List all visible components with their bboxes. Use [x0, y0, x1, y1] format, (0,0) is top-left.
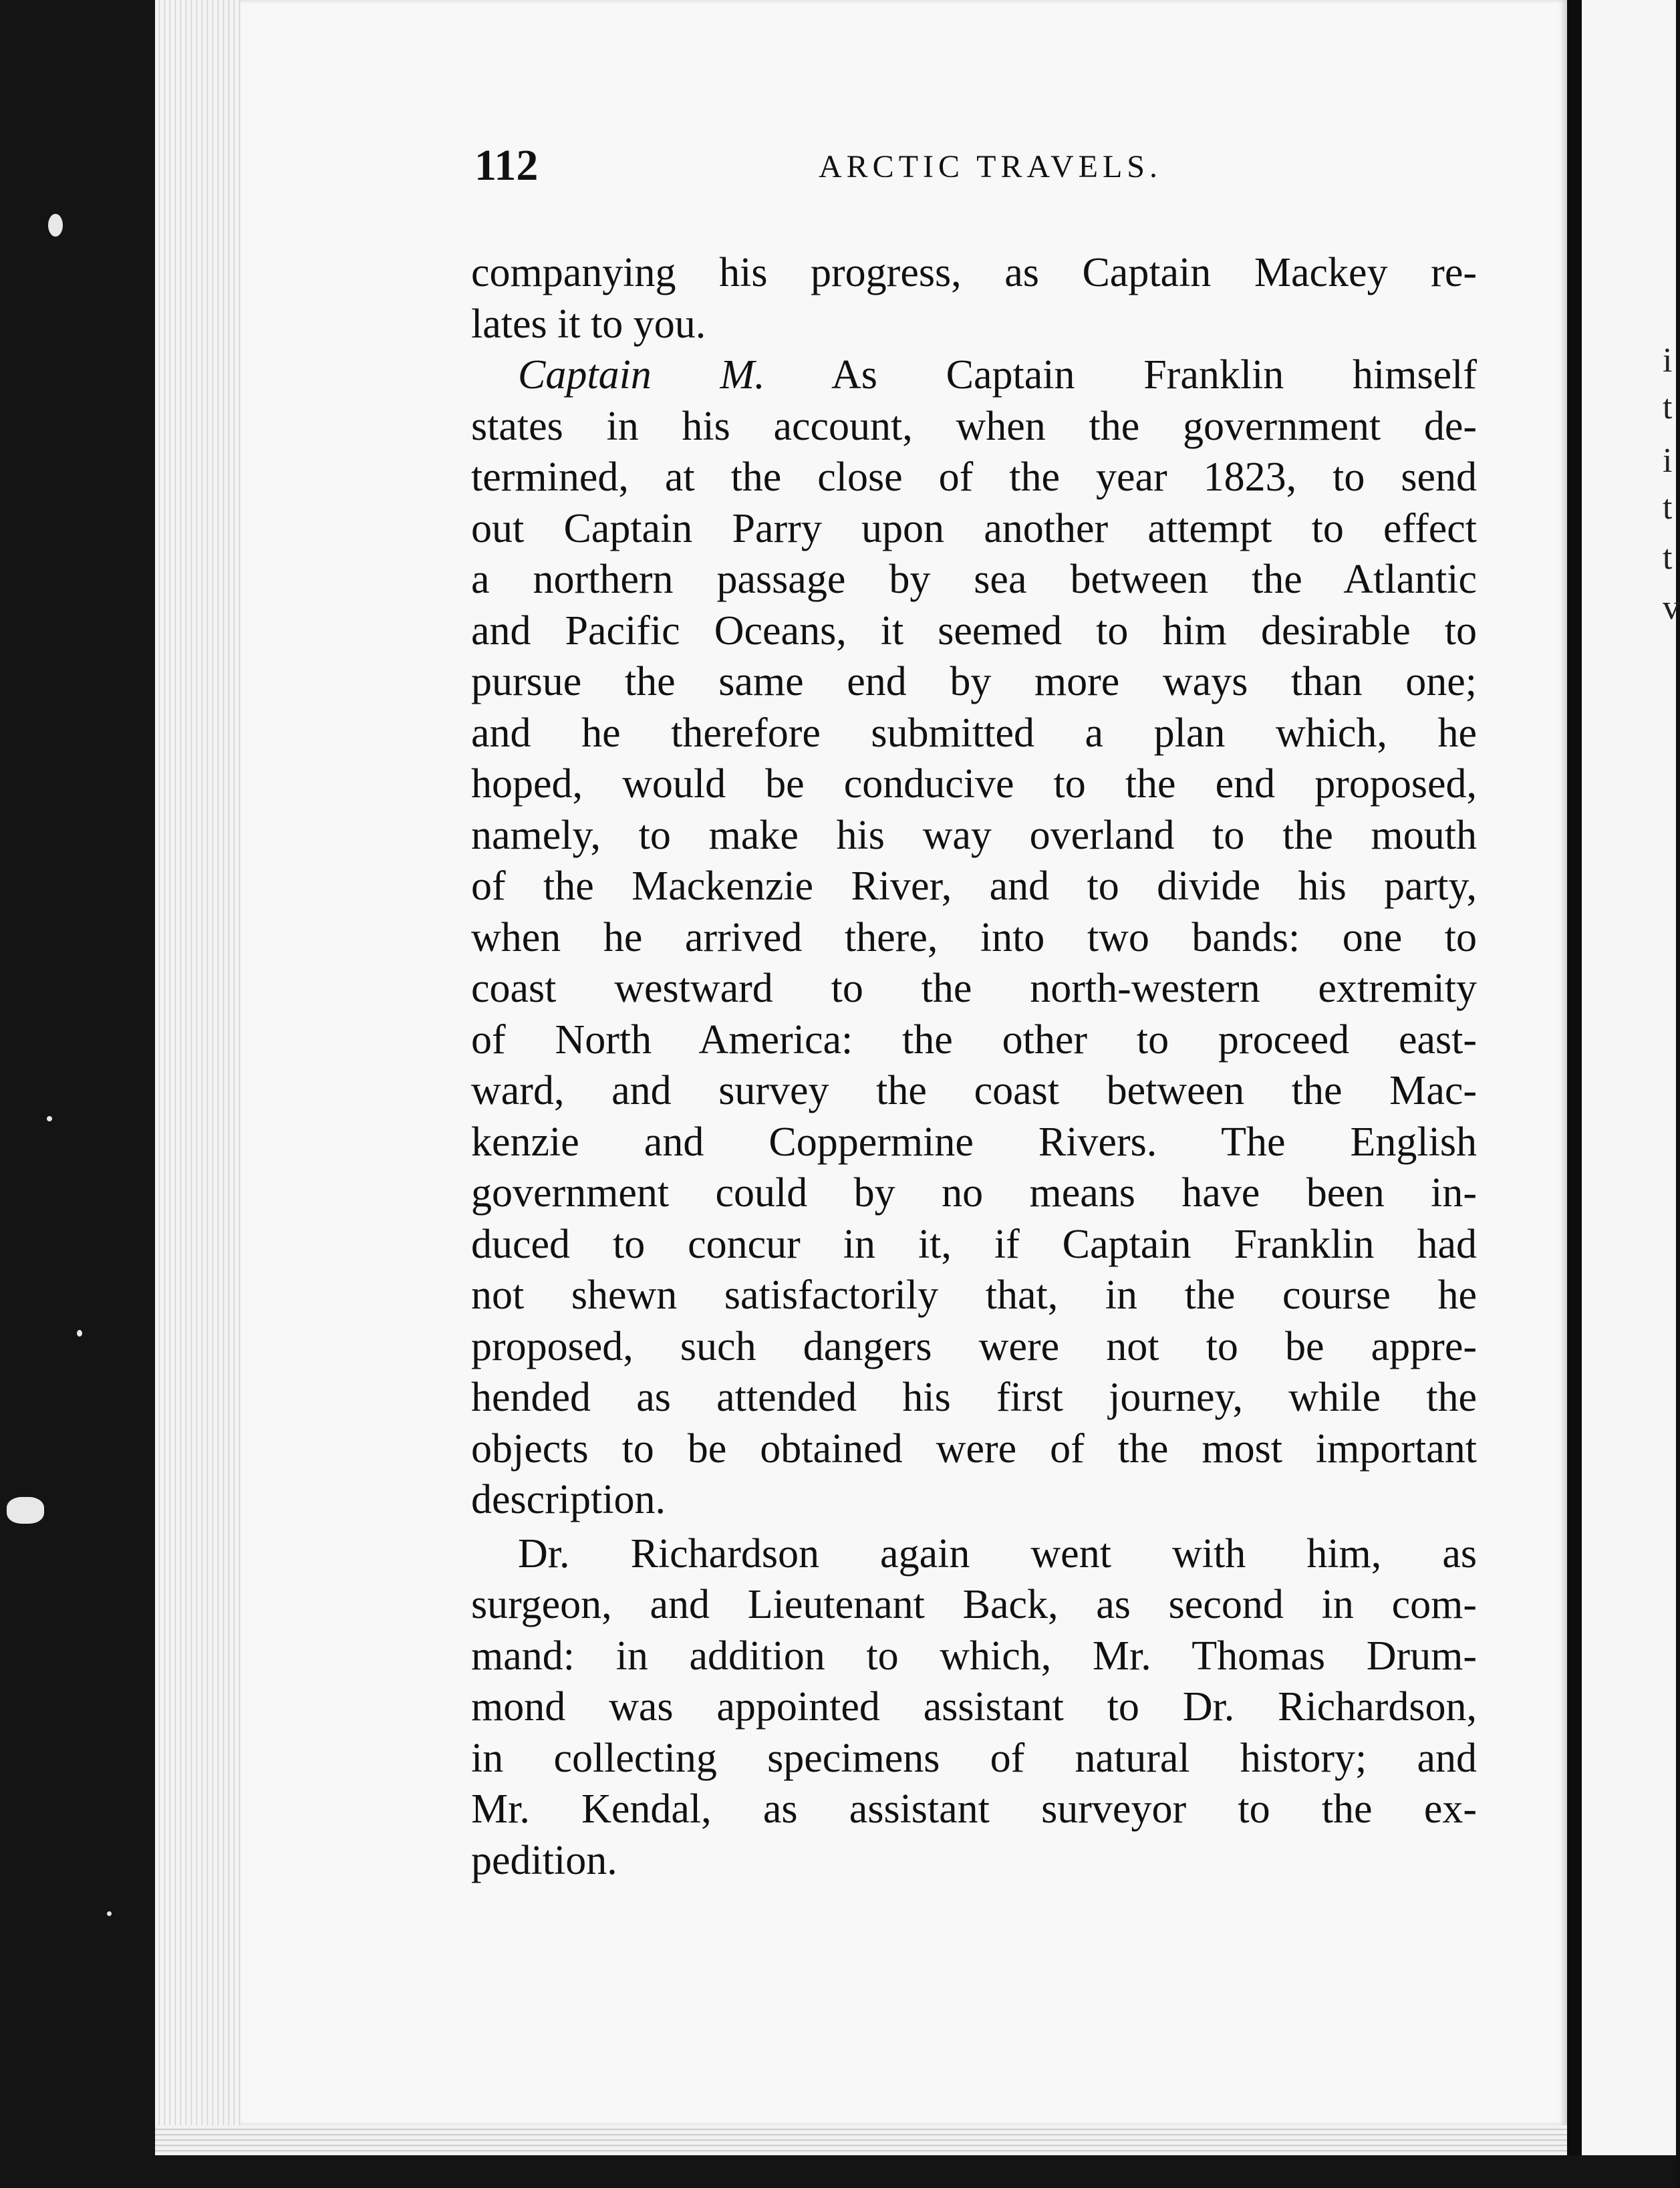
text-line: mand: in addition to which, Mr. Thomas Drum-	[471, 1633, 1477, 1679]
page-block-bottom-edges	[155, 2125, 1578, 2155]
running-head	[474, 140, 1477, 194]
facing-page-fragment: i	[1663, 442, 1673, 480]
text-line: when he arrived there, into two bands: one to	[471, 914, 1477, 960]
text-line: government could by no means have been in-	[471, 1170, 1477, 1216]
body-text	[471, 247, 1477, 1886]
running-title: ARCTIC TRAVELS.	[819, 149, 1162, 184]
text-line: mond was appointed assistant to Dr. Richardson,	[471, 1684, 1477, 1730]
page-number: 112	[474, 141, 539, 190]
text-line: proposed, such dangers were not to be appre-	[471, 1323, 1477, 1369]
text-line: description.	[471, 1477, 666, 1522]
text-line: surgeon, and Lieutenant Back, as second in com-	[471, 1582, 1477, 1627]
text-line: objects to be obtained were of the most important	[471, 1425, 1477, 1472]
text-line: namely, to make his way overland to the mouth	[471, 812, 1477, 858]
text-line: Mr. Kendal, as assistant surveyor to the ex-	[471, 1786, 1477, 1832]
text-line: not shewn satisfactorily that, in the course he	[471, 1272, 1477, 1318]
speaker-label: Captain M.	[518, 352, 765, 398]
facing-page-fragment: i	[1663, 341, 1673, 380]
text-line: a northern passage by sea between the Atlantic	[471, 557, 1477, 602]
text-line: duced to concur in it, if Captain Franklin had	[471, 1221, 1477, 1267]
text-line: pedition.	[471, 1837, 617, 1883]
scan-bottom-border	[155, 2155, 1676, 2188]
text-line: and Pacific Oceans, it seemed to him desirable to	[471, 607, 1477, 654]
text-line: of the Mackenzie River, and to divide his party,	[471, 863, 1477, 909]
book-gutter	[1567, 0, 1582, 2155]
facing-page-fragment: t	[1663, 388, 1673, 426]
text-line: ward, and survey the coast between the Mac-	[471, 1068, 1477, 1113]
text-line: of North America: the other to proceed east-	[471, 1016, 1477, 1063]
dust-speck	[48, 214, 63, 237]
dust-speck	[77, 1330, 82, 1337]
text-line: termined, at the close of the year 1823, to send	[471, 454, 1477, 500]
facing-page-fragment: t	[1663, 539, 1673, 577]
text-line: in collecting specimens of natural history; and	[471, 1735, 1477, 1781]
text-line: states in his account, when the government de-	[471, 403, 1477, 449]
text-fragment: As Captain Franklin himself	[764, 352, 1478, 398]
dust-speck	[107, 1911, 112, 1916]
text-line: and he therefore submitted a plan which, he	[471, 710, 1477, 756]
text-line: hoped, would be conducive to the end proposed,	[471, 761, 1477, 807]
text-line: lates it to you.	[471, 301, 706, 347]
text-line: coast westward to the north-western extremity	[471, 966, 1477, 1011]
dust-speck	[7, 1497, 44, 1524]
facing-page	[1582, 0, 1676, 2188]
facing-page-fragment: t	[1663, 489, 1673, 527]
facing-page-fragment: v	[1663, 589, 1680, 627]
dust-speck	[47, 1116, 52, 1121]
text-line: companying his progress, as Captain Mackey re-	[471, 250, 1477, 295]
text-line: hended as attended his first journey, while the	[471, 1375, 1477, 1420]
text-line: pursue the same end by more ways than one;	[471, 659, 1477, 704]
text-line: out Captain Parry upon another attempt to effect	[471, 505, 1477, 551]
text-line	[471, 350, 1477, 401]
text-line: kenzie and Coppermine Rivers. The English	[471, 1119, 1477, 1165]
text-line: Dr. Richardson again went with him, as	[518, 1530, 1477, 1577]
